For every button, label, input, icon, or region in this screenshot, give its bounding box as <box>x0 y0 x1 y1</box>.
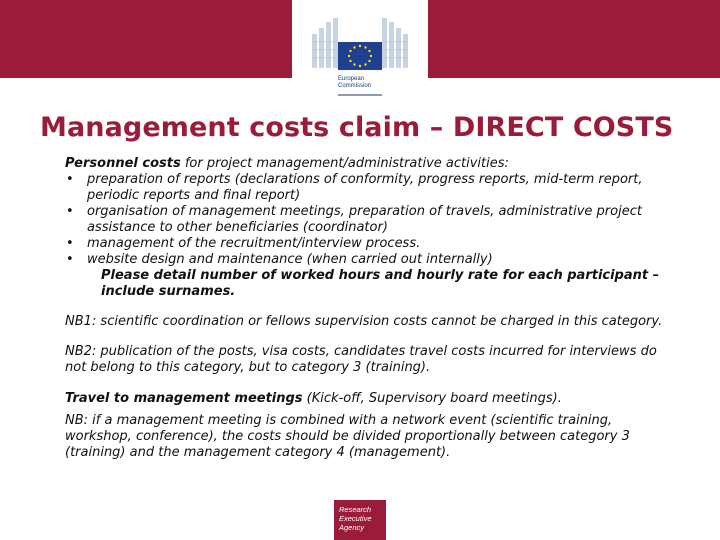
slide-body <box>65 156 675 461</box>
list-item: • organisation of management meetings, preparation of travels, administrative project assistance to other beneficiaries (coordinator) <box>65 204 675 236</box>
research-executive-agency-logo <box>334 500 386 540</box>
logo-line-2: Commission <box>338 83 372 89</box>
personnel-intro-text: for project management/administrative activities: <box>180 156 509 171</box>
nb3-note: NB: if a management meeting is combined with a network event (scientific training, workshop, conference), the costs should be divided proportionally between category 3 (training) and the management category 4 (management). <box>65 413 630 460</box>
list-item: • website design and maintenance (when carried out internally) <box>65 252 675 268</box>
rea-line-3: Agency <box>339 523 365 532</box>
list-item: • management of the recruitment/interview process. <box>65 236 675 252</box>
rea-line-2: Executive <box>339 514 372 523</box>
rea-logo-text <box>339 505 372 532</box>
travel-text: (Kick-off, Supervisory board meetings). <box>302 391 562 406</box>
list-item: • preparation of reports (declarations of conformity, progress reports, mid-term report, periodic reports and final report) <box>65 172 675 204</box>
travel-heading <box>65 391 675 407</box>
logo-caption <box>338 76 371 90</box>
european-commission-logo <box>292 0 428 100</box>
logo-line-1: European <box>338 76 365 82</box>
nb1-note: NB1: scientific coordination or fellows supervision costs cannot be charged in this category. <box>65 314 663 329</box>
travel-label: Travel to management meetings <box>65 391 303 406</box>
page-title: Management costs claim – DIRECT COSTS <box>40 112 674 143</box>
personnel-bullet-list <box>65 172 675 268</box>
personnel-label: Personnel costs <box>65 156 181 171</box>
detail-instruction: Please detail number of worked hours and hourly rate for each participant – include surnames. <box>101 268 660 299</box>
personnel-intro <box>65 156 675 172</box>
nb2-note: NB2: publication of the posts, visa costs, candidates travel costs incurred for interviews do not belong to this category, but to category 3 (training). <box>65 344 657 375</box>
rea-line-1: Research <box>339 505 372 514</box>
